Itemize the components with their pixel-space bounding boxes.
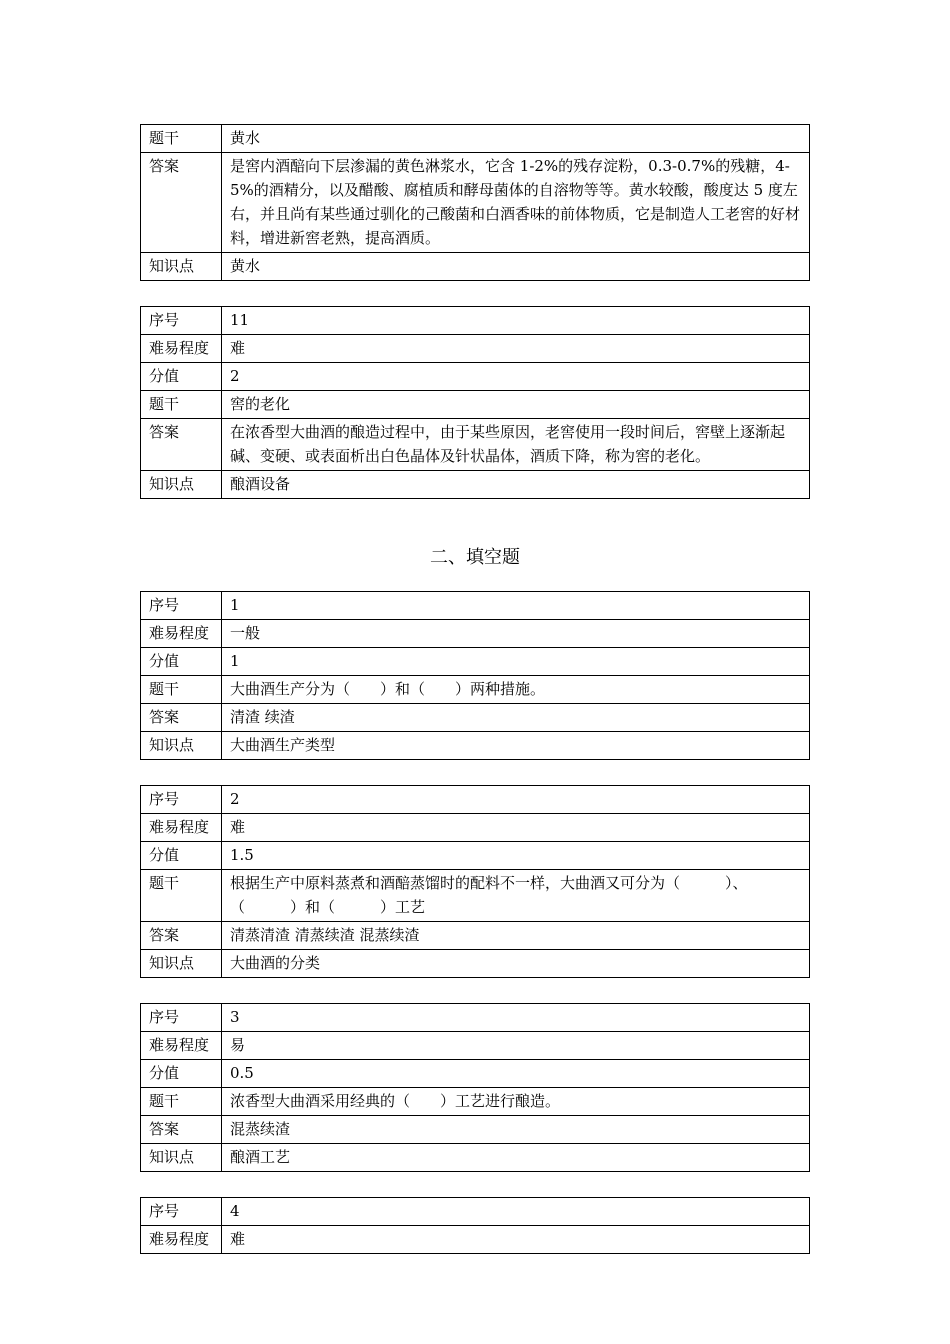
question-table-11 [140,306,810,499]
fill-table-3 [140,1003,810,1172]
table-row [141,732,810,760]
table-row [141,870,810,922]
field-label: 分值 [141,1060,222,1088]
table-row [141,950,810,978]
table-row [141,153,810,253]
field-value: 黄水 [222,125,810,153]
field-label: 题干 [141,125,222,153]
field-label: 知识点 [141,732,222,760]
table-row [141,419,810,471]
table-row [141,1226,810,1254]
table-row [141,1144,810,1172]
question-table-huangshui [140,124,810,281]
field-value: 窖的老化 [222,391,810,419]
field-label: 题干 [141,870,222,922]
field-value: 混蒸续渣 [222,1116,810,1144]
field-value: 黄水 [222,253,810,281]
field-label: 序号 [141,592,222,620]
field-label: 答案 [141,153,222,253]
field-label: 难易程度 [141,335,222,363]
table-row [141,253,810,281]
field-value: 难 [222,1226,810,1254]
fill-table-2 [140,785,810,978]
table-row [141,391,810,419]
field-value: 1.5 [222,842,810,870]
field-label: 难易程度 [141,620,222,648]
field-label: 序号 [141,1198,222,1226]
table-row [141,704,810,732]
field-label: 难易程度 [141,1226,222,1254]
table-row [141,1060,810,1088]
field-value: 大曲酒生产类型 [222,732,810,760]
field-value: 难 [222,335,810,363]
field-label: 难易程度 [141,814,222,842]
field-label: 答案 [141,419,222,471]
table-row [141,1032,810,1060]
field-value: 酿酒设备 [222,471,810,499]
fill-table-1 [140,591,810,760]
table-row [141,620,810,648]
table-row [141,335,810,363]
table-row [141,1116,810,1144]
field-label: 分值 [141,648,222,676]
table-row [141,922,810,950]
table-row [141,363,810,391]
table-row [141,125,810,153]
table-row [141,676,810,704]
field-value: 在浓香型大曲酒的酿造过程中，由于某些原因，老窖使用一段时间后，窖壁上逐渐起碱、变硬、或表面析出白色晶体及针状晶体，酒质下降，称为窖的老化。 [222,419,810,471]
field-value: 清渣 续渣 [222,704,810,732]
table-row [141,1198,810,1226]
field-value: 0.5 [222,1060,810,1088]
field-value: 1 [222,592,810,620]
field-value: 是窖内酒醅向下层渗漏的黄色淋浆水，它含 1-2%的残存淀粉，0.3-0.7%的残糖，4-5%的酒精分，以及醋酸、腐植质和酵母菌体的自溶物等等。黄水较酸，酸度达 5 度左右，并且尚有某些通过驯化的己酸菌和白酒香味的前体物质，它是制造人工老窖的好材料，增进新窖老熟，提高酒质。 [222,153,810,253]
field-label: 序号 [141,307,222,335]
section-title: 二、填空题 [430,547,520,568]
field-label: 题干 [141,1088,222,1116]
table-row [141,1004,810,1032]
field-value: 11 [222,307,810,335]
field-label: 难易程度 [141,1032,222,1060]
field-value: 大曲酒生产分为（ ）和（ ）两种措施。 [222,676,810,704]
table-row [141,307,810,335]
field-label: 序号 [141,1004,222,1032]
field-value: 难 [222,814,810,842]
table-row [141,786,810,814]
field-value: 酿酒工艺 [222,1144,810,1172]
field-label: 答案 [141,1116,222,1144]
document-page [140,124,810,1254]
field-label: 分值 [141,842,222,870]
field-label: 分值 [141,363,222,391]
field-value: 根据生产中原料蒸煮和酒醅蒸馏时的配料不一样，大曲酒又可分为（ ）、（ ）和（ ）工艺 [222,870,810,922]
field-label: 知识点 [141,253,222,281]
field-value: 大曲酒的分类 [222,950,810,978]
field-label: 知识点 [141,1144,222,1172]
table-row [141,471,810,499]
field-label: 知识点 [141,471,222,499]
field-value: 2 [222,786,810,814]
field-value: 易 [222,1032,810,1060]
field-label: 序号 [141,786,222,814]
field-value: 4 [222,1198,810,1226]
table-row [141,842,810,870]
field-value: 浓香型大曲酒采用经典的（ ）工艺进行酿造。 [222,1088,810,1116]
field-label: 答案 [141,704,222,732]
table-row [141,648,810,676]
field-value: 一般 [222,620,810,648]
field-value: 2 [222,363,810,391]
field-value: 清蒸清渣 清蒸续渣 混蒸续渣 [222,922,810,950]
field-label: 答案 [141,922,222,950]
field-value: 3 [222,1004,810,1032]
field-label: 题干 [141,676,222,704]
field-label: 知识点 [141,950,222,978]
table-row [141,592,810,620]
table-row [141,1088,810,1116]
field-value: 1 [222,648,810,676]
fill-table-4 [140,1197,810,1254]
table-row [141,814,810,842]
field-label: 题干 [141,391,222,419]
